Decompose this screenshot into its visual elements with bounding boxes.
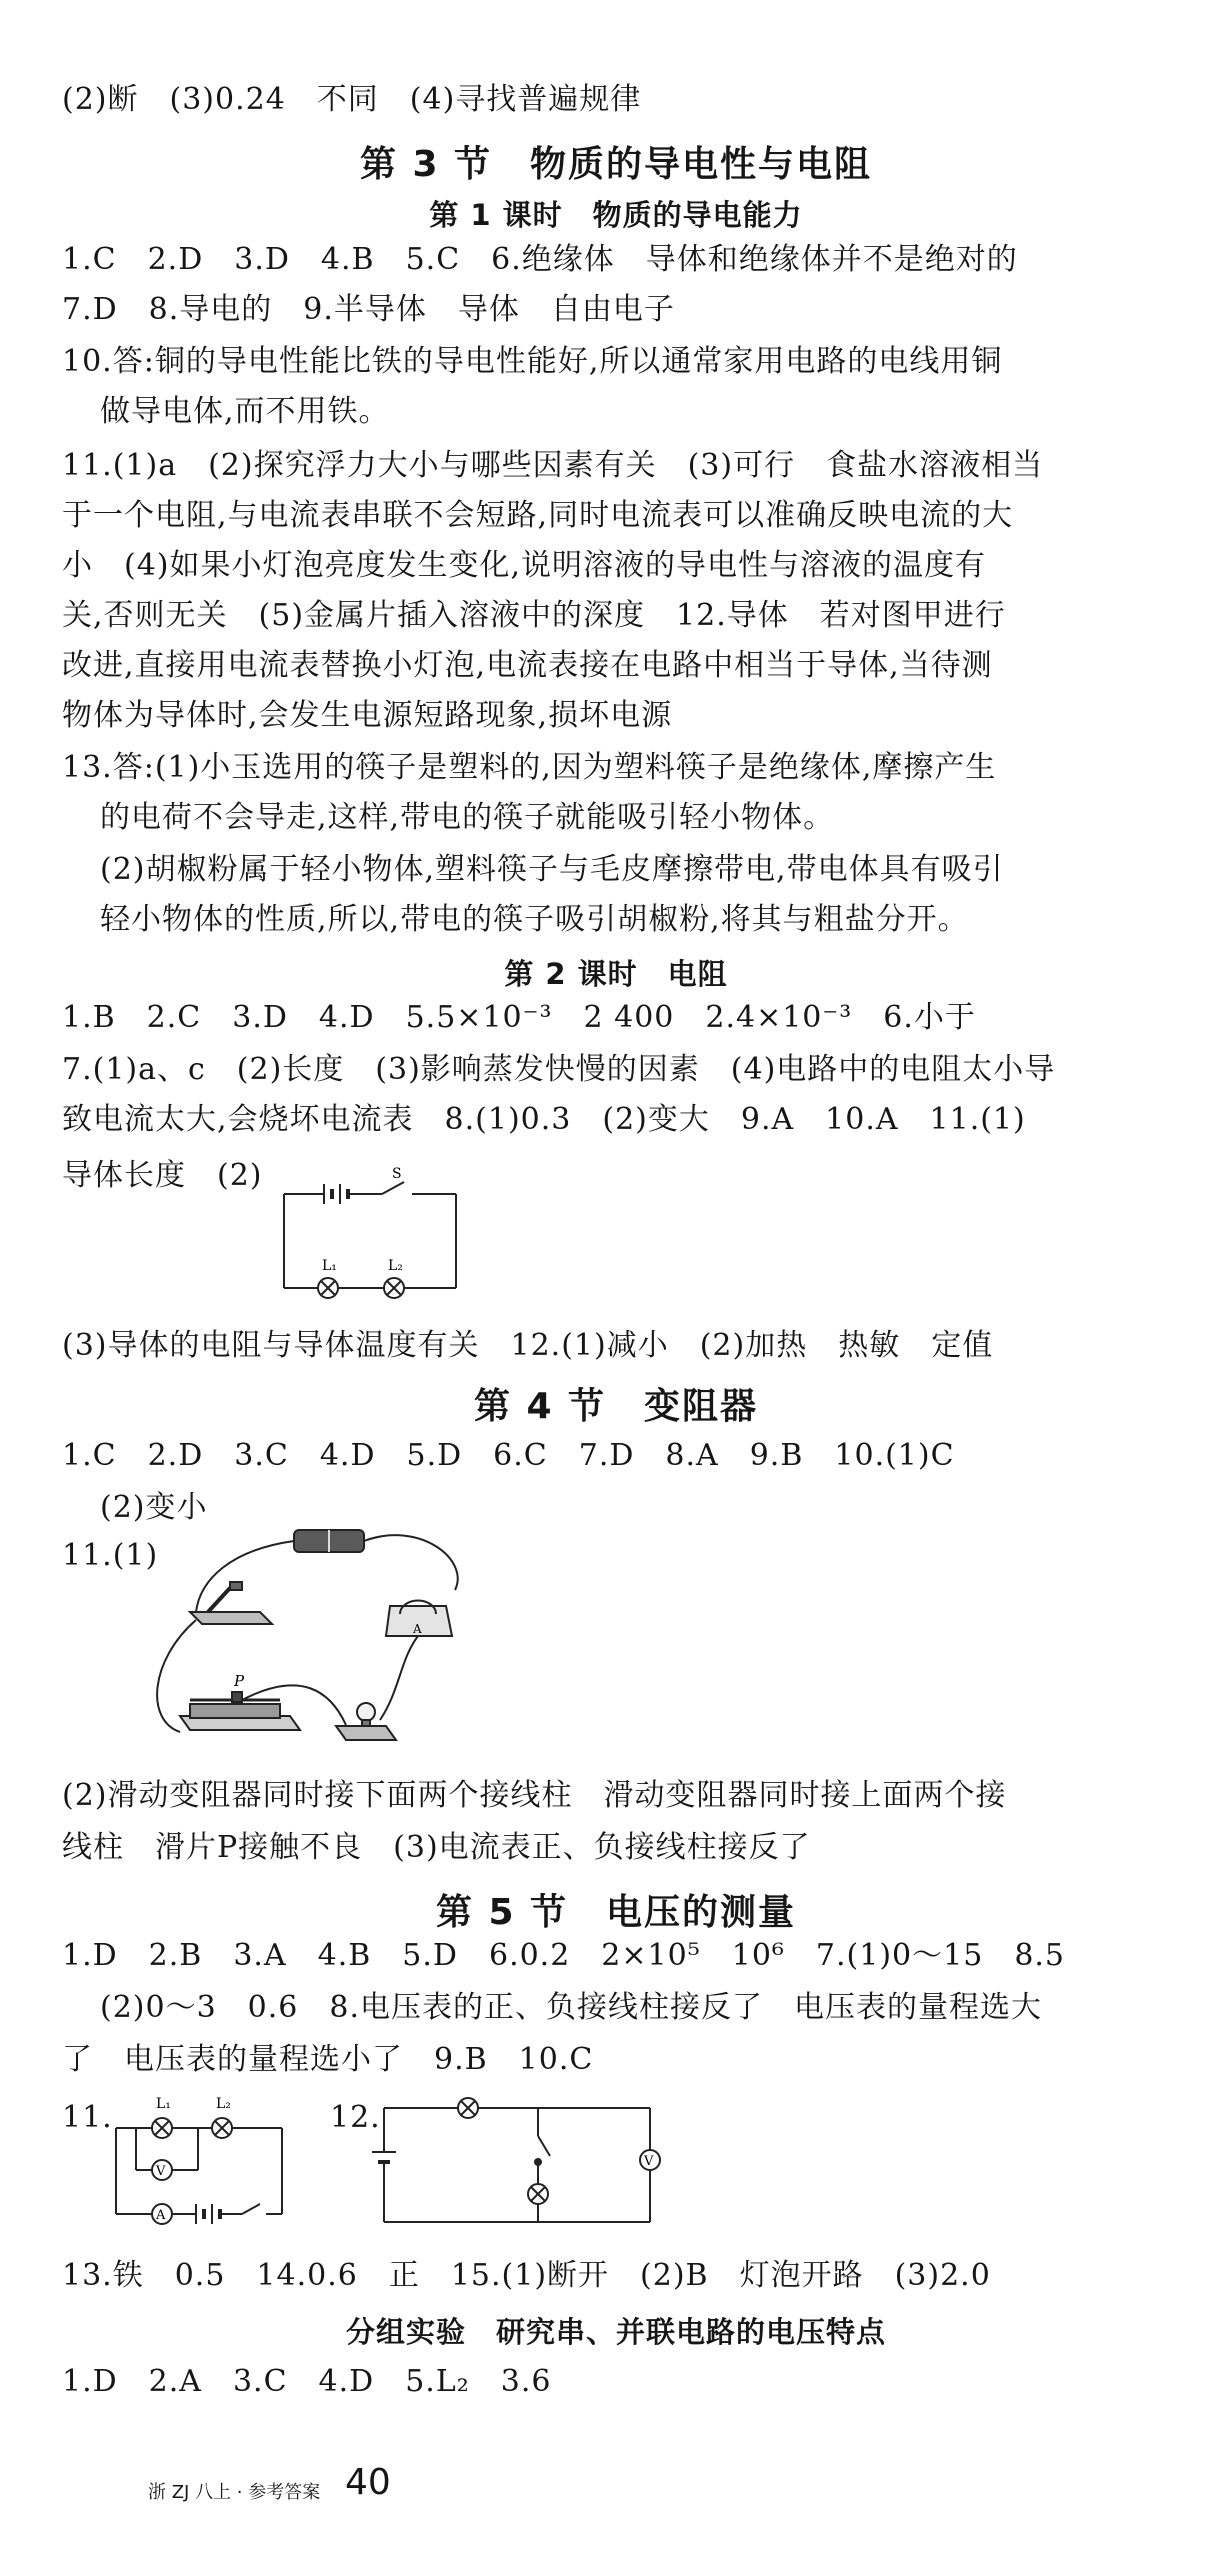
circuit-diagram-voltage bbox=[378, 2092, 678, 2242]
page-number: 40 bbox=[345, 2462, 391, 2503]
slider-label: P bbox=[234, 1672, 245, 1690]
text-line: 10.答:铜的导电性能比铁的导电性能好,所以通常家用电路的电线用铜 bbox=[62, 344, 1003, 379]
text-line: 7.(1)a、c (2)长度 (3)影响蒸发快慢的因素 (4)电路中的电阻太小导 bbox=[62, 1052, 1056, 1087]
text-line: 于一个电阻,与电流表串联不会短路,同时电流表可以准确反映电流的大 bbox=[62, 498, 1014, 533]
text-line: 物体为导体时,会发生电源短路现象,损坏电源 bbox=[62, 698, 673, 733]
ammeter-label: A bbox=[156, 2208, 166, 2223]
text-line: (2)滑动变阻器同时接下面两个接线柱 滑动变阻器同时接上面两个接 bbox=[62, 1778, 1007, 1813]
ammeter-label: A bbox=[413, 1622, 422, 1636]
text-line: 13.铁 0.5 14.0.6 正 15.(1)断开 (2)B 灯泡开路 (3)2.0 bbox=[62, 2258, 991, 2293]
text-line: 的电荷不会导走,这样,带电的筷子就能吸引轻小物体。 bbox=[100, 800, 835, 835]
section-heading: 第 4 节 变阻器 bbox=[473, 1386, 759, 1427]
lamp-label: L₁ bbox=[322, 1258, 337, 1274]
circuit-diagram-series bbox=[280, 1158, 470, 1318]
text-line: 关,否则无关 (5)金属片插入溶液中的深度 12.导体 若对图甲进行 bbox=[62, 598, 1006, 633]
text-line: 小 (4)如果小灯泡亮度发生变化,说明溶液的导电性与溶液的温度有 bbox=[62, 548, 987, 583]
text-line: 线柱 滑片P接触不良 (3)电流表正、负接线柱接反了 bbox=[62, 1830, 811, 1865]
circuit-apparatus-drawing bbox=[150, 1520, 510, 1760]
text-line: 13.答:(1)小玉选用的筷子是塑料的,因为塑料筷子是绝缘体,摩擦产生 bbox=[62, 750, 997, 785]
text-line: 12. bbox=[330, 2100, 381, 2135]
footer-text: 浙 ZJ 八上 · 参考答案 bbox=[148, 2482, 321, 2503]
text-line: (2)胡椒粉属于轻小物体,塑料筷子与毛皮摩擦带电,带电体具有吸引 bbox=[100, 852, 1004, 887]
lesson-heading: 第 2 课时 电阻 bbox=[504, 957, 728, 991]
text-line: 11.(1) bbox=[62, 1538, 159, 1573]
text-line: (2)0～3 0.6 8.电压表的正、负接线柱接反了 电压表的量程选大 bbox=[100, 1990, 1043, 2025]
lamp-label: L₁ bbox=[156, 2096, 171, 2112]
text-line: 11. bbox=[62, 2100, 113, 2135]
text-line: 改进,直接用电流表替换小灯泡,电流表接在电路中相当于导体,当待测 bbox=[62, 648, 993, 683]
text-line: 1.D 2.A 3.C 4.D 5.L₂ 3.6 bbox=[62, 2364, 552, 2399]
text-line: 了 电压表的量程选小了 9.B 10.C bbox=[62, 2042, 594, 2077]
voltmeter-label: V bbox=[644, 2154, 654, 2169]
text-line: (3)导体的电阻与导体温度有关 12.(1)减小 (2)加热 热敏 定值 bbox=[62, 1328, 994, 1363]
switch-label: S bbox=[392, 1166, 402, 1182]
text-line: 1.C 2.D 3.C 4.D 5.D 6.C 7.D 8.A 9.B 10.(1)C bbox=[62, 1438, 955, 1473]
text-line: 7.D 8.导电的 9.半导体 导体 自由电子 bbox=[62, 292, 675, 327]
text-line: (2)断 (3)0.24 不同 (4)寻找普遍规律 bbox=[62, 82, 642, 117]
text-line: 做导电体,而不用铁。 bbox=[100, 394, 390, 429]
lesson-heading: 第 1 课时 物质的导电能力 bbox=[429, 198, 803, 232]
text-line: 1.C 2.D 3.D 4.B 5.C 6.绝缘体 导体和绝缘体并不是绝对的 bbox=[62, 242, 1018, 277]
text-line: 致电流太大,会烧坏电流表 8.(1)0.3 (2)变大 9.A 10.A 11.(1) bbox=[62, 1102, 1026, 1137]
text-line: 1.D 2.B 3.A 4.B 5.D 6.0.2 2×10⁵ 10⁶ 7.(1)0～15 8.5 bbox=[62, 1938, 1066, 1973]
section-heading: 第 5 节 电压的测量 bbox=[435, 1892, 797, 1933]
experiment-heading: 分组实验 研究串、并联电路的电压特点 bbox=[345, 2315, 886, 2349]
text-line: 1.B 2.C 3.D 4.D 5.5×10⁻³ 2 400 2.4×10⁻³ 6.小于 bbox=[62, 1000, 976, 1035]
voltmeter-label: V bbox=[156, 2164, 166, 2179]
text-line: 导体长度 (2) bbox=[62, 1158, 263, 1193]
text-line: 11.(1)a (2)探究浮力大小与哪些因素有关 (3)可行 食盐水溶液相当 bbox=[62, 448, 1044, 483]
lamp-label: L₂ bbox=[216, 2096, 231, 2112]
lamp-label: L₂ bbox=[388, 1258, 403, 1274]
text-line: 轻小物体的性质,所以,带电的筷子吸引胡椒粉,将其与粗盐分开。 bbox=[100, 902, 969, 937]
section-heading: 第 3 节 物质的导电性与电阻 bbox=[359, 144, 873, 185]
text-line: (2)变小 bbox=[100, 1490, 208, 1525]
circuit-diagram-voltmeter bbox=[112, 2090, 292, 2240]
